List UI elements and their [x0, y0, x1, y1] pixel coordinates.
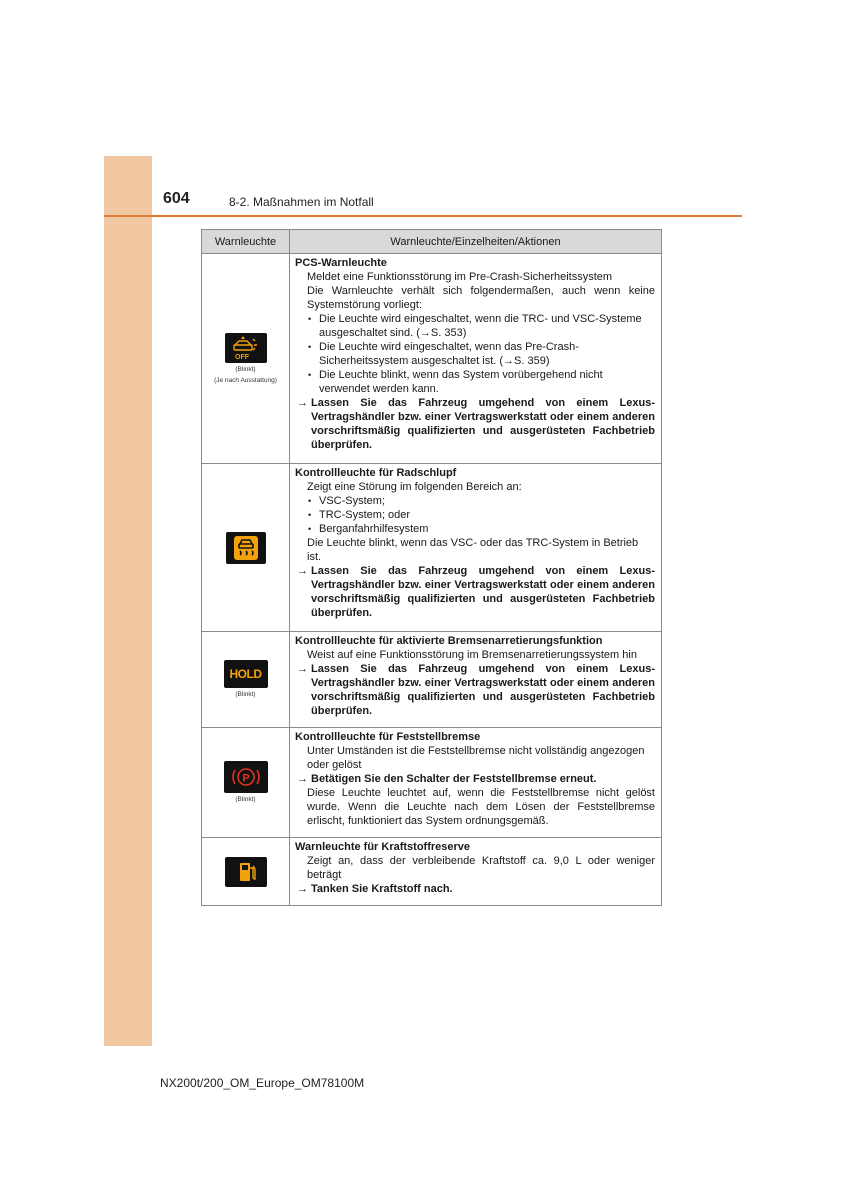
arrow-icon: → [297, 883, 308, 895]
row-title: Kontrollleuchte für aktivierte Bremsenarretierungsfunktion [295, 635, 603, 647]
table-row [202, 728, 662, 838]
bullet-item: • TRC-System; oder [295, 508, 655, 522]
icon-cell [202, 728, 290, 838]
arrow-icon: → [297, 663, 308, 675]
warning-light-table [201, 229, 662, 906]
description-cell [290, 728, 662, 838]
icon-caption: (Blinkt) [235, 691, 256, 698]
description-line: Zeigt an, dass der verbleibende Kraftstoff ca. 9,0 L oder weniger beträgt [307, 855, 655, 881]
bullet-item: • Die Leuchte blinkt, wenn das System vorübergehend nicht verwendet werden kann. [295, 368, 655, 396]
row-title: Kontrollleuchte für Radschlupf [295, 467, 457, 479]
description-line: Die Warnleuchte verhält sich folgendermaßen, auch wenn keine Systemstörung vorliegt: [307, 285, 655, 311]
fuel-reserve-icon [225, 857, 267, 887]
document-footer: NX200t/200_OM_Europe_OM78100M [160, 1076, 365, 1090]
description-line: Die Leuchte blinkt, wenn das VSC- oder das TRC-System in Betrieb ist. [307, 537, 639, 563]
description-line: Unter Umständen ist die Feststellbremse nicht vollständig angezogen oder gelöst [307, 745, 645, 771]
icon-caption: (Je nach Ausstattung) [214, 376, 277, 384]
row-title: PCS-Warnleuchte [295, 257, 387, 269]
column-header-description: Warnleuchte/Einzelheiten/Aktionen [290, 230, 662, 254]
arrow-icon: → [297, 773, 308, 785]
action-line: → Tanken Sie Kraftstoff nach. [297, 883, 453, 895]
svg-text:P: P [241, 772, 250, 785]
page-number: 604 [163, 190, 190, 207]
hold-indicator-icon: HOLD [224, 660, 268, 688]
description-cell [290, 838, 662, 906]
description-cell [290, 632, 662, 728]
bullet-item: • Berganfahrhilfesystem [295, 522, 655, 536]
action-line: → Lassen Sie das Fahrzeug umgehend von einem Lexus-Vertragshändler bzw. einer Vertragswerkstatt oder einem anderen vorschriftsmäßig qualifizierten und ausgerüsteten Fachbetrieb überprüfen. [297, 663, 655, 717]
action-line: → Betätigen Sie den Schalter der Feststellbremse erneut. [297, 773, 597, 785]
description-line: Weist auf eine Funktionsstörung im Bremsenarretierungssystem hin [307, 649, 637, 661]
icon-cell [202, 464, 290, 632]
description-cell [290, 464, 662, 632]
svg-text:OFF: OFF [234, 353, 249, 361]
pcs-warning-icon [225, 333, 267, 363]
row-title: Kontrollleuchte für Feststellbremse [295, 731, 481, 743]
action-line: → Lassen Sie das Fahrzeug umgehend von einem Lexus-Vertragshändler bzw. einer Vertragswerkstatt oder einem anderen vorschriftsmäßig qualifizierten und ausgerüsteten Fachbetrieb überprüfen. [297, 397, 655, 451]
column-header-icon: Warnleuchte [202, 230, 290, 254]
description-line: Diese Leuchte leuchtet auf, wenn die Feststellbremse nicht gelöst wurde. Wenn die Leuchte nach dem Lösen der Feststellbremse erlischt, funktioniert das System ordnungsgemäß. [307, 787, 655, 827]
parking-brake-icon [224, 761, 268, 793]
bullet-item: • VSC-System; [295, 494, 655, 508]
arrow-icon: → [297, 565, 308, 577]
arrow-icon: → [297, 397, 308, 409]
skid-indicator-icon [226, 532, 266, 564]
table-row [202, 838, 662, 906]
description-line: Zeigt eine Störung im folgenden Bereich an: [307, 481, 522, 493]
icon-caption: (Blinkt) [235, 365, 256, 373]
table-row [202, 464, 662, 632]
header-rule [104, 215, 742, 217]
section-title: 8-2. Maßnahmen im Notfall [229, 195, 374, 209]
table-row [202, 254, 662, 464]
bullet-item: • Die Leuchte wird eingeschaltet, wenn die TRC- und VSC-Systeme ausgeschaltet sind. (→S. 353) [295, 312, 655, 340]
table-header-row [202, 230, 662, 254]
side-band [104, 156, 152, 1046]
icon-caption: (Blinkt) [235, 796, 256, 803]
bullet-item: • Die Leuchte wird eingeschaltet, wenn das Pre-Crash-Sicherheitssystem ausgeschaltet ist. (→S. 359) [295, 340, 655, 368]
table-row [202, 632, 662, 728]
icon-cell [202, 254, 290, 464]
description-cell [290, 254, 662, 464]
icon-cell [202, 632, 290, 728]
icon-cell [202, 838, 290, 906]
action-line: → Lassen Sie das Fahrzeug umgehend von einem Lexus-Vertragshändler bzw. einer Vertragswerkstatt oder einem anderen vorschriftsmäßig qualifizierten und ausgerüsteten Fachbetrieb überprüfen. [297, 565, 655, 619]
row-title: Warnleuchte für Kraftstoffreserve [295, 841, 471, 853]
description-line: Meldet eine Funktionsstörung im Pre-Crash-Sicherheitssystem [307, 271, 613, 283]
